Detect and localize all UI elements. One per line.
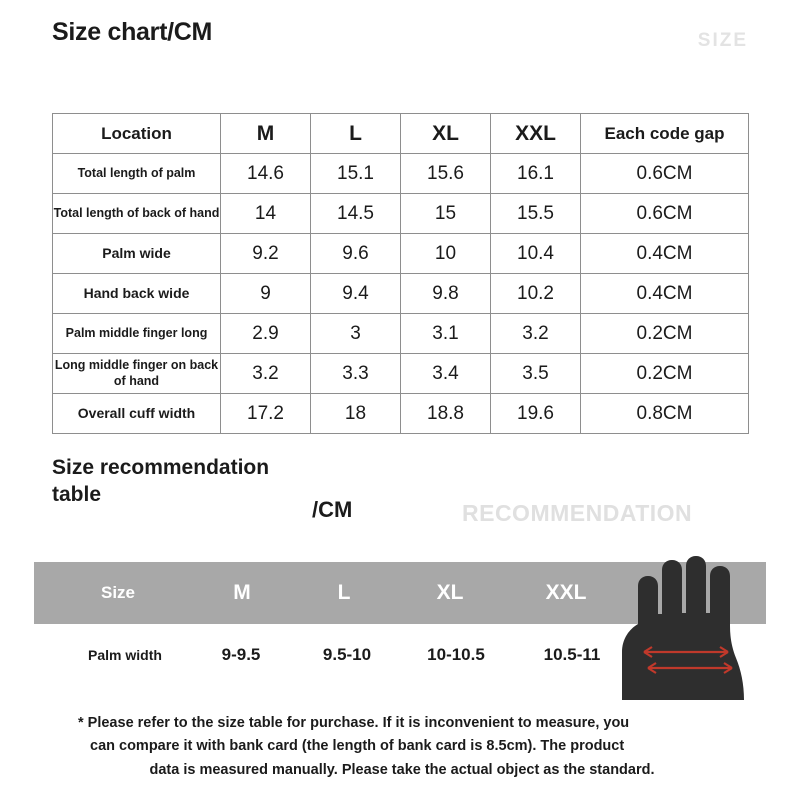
hand-shape bbox=[622, 556, 744, 700]
row-value-xl: 15 bbox=[401, 194, 491, 234]
size-chart-table bbox=[52, 113, 749, 434]
footnote bbox=[60, 712, 744, 782]
row-value-gap: 0.2CM bbox=[581, 314, 749, 354]
band-label-size: Size bbox=[100, 583, 136, 602]
table-row bbox=[53, 274, 749, 314]
row-value-m: 2.9 bbox=[221, 314, 311, 354]
table-row bbox=[53, 314, 749, 354]
row-value-gap: 0.4CM bbox=[581, 234, 749, 274]
header-each-code-gap: Each code gap bbox=[581, 114, 749, 154]
recommendation-unit: /CM bbox=[312, 497, 353, 522]
header-m: M bbox=[221, 114, 311, 154]
hand-measure-icon bbox=[604, 556, 770, 700]
row-value-gap: 0.2CM bbox=[581, 354, 749, 394]
footnote-line-3: data is measured manually. Please take the actual object as the standard. bbox=[149, 761, 655, 778]
header-location: Location bbox=[53, 114, 221, 154]
header-xxl: XXL bbox=[491, 114, 581, 154]
row-value-xxl: 10.4 bbox=[491, 234, 581, 274]
row-value-l: 9.6 bbox=[311, 234, 401, 274]
hand-illustration bbox=[604, 556, 770, 700]
row-value-m: 14 bbox=[221, 194, 311, 234]
row-value-l: 9.4 bbox=[311, 274, 401, 314]
size-watermark: SIZE bbox=[697, 30, 748, 51]
row-value-l: 14.5 bbox=[311, 194, 401, 234]
row-label: Total length of palm bbox=[53, 154, 221, 194]
palm-width-xxl: 10.5-11 bbox=[543, 645, 601, 664]
palm-width-m: 9-9.5 bbox=[221, 645, 261, 664]
row-value-xxl: 3.5 bbox=[491, 354, 581, 394]
header-l: L bbox=[311, 114, 401, 154]
table-row bbox=[53, 394, 749, 434]
row-value-m: 17.2 bbox=[221, 394, 311, 434]
row-value-xl: 3.4 bbox=[401, 354, 491, 394]
table-header-row bbox=[53, 114, 749, 154]
band-label-xxl: XXL bbox=[545, 581, 587, 604]
footnote-line-2: can compare it with bank card (the length of bank card is 8.5cm). The product bbox=[90, 738, 625, 755]
row-label: Long middle finger on back of hand bbox=[53, 354, 221, 394]
row-value-xl: 10 bbox=[401, 234, 491, 274]
table-row bbox=[53, 154, 749, 194]
row-value-gap: 0.6CM bbox=[581, 154, 749, 194]
row-value-xxl: 16.1 bbox=[491, 154, 581, 194]
row-value-m: 3.2 bbox=[221, 354, 311, 394]
palm-width-xl: 10-10.5 bbox=[427, 645, 485, 664]
row-value-l: 3 bbox=[311, 314, 401, 354]
header-xl: XL bbox=[401, 114, 491, 154]
recommendation-title: Size recommendation table bbox=[52, 456, 270, 506]
table-row bbox=[53, 354, 749, 394]
row-value-xxl: 15.5 bbox=[491, 194, 581, 234]
row-label: Overall cuff width bbox=[53, 394, 221, 434]
palm-width-l: 9.5-10 bbox=[322, 645, 372, 664]
row-value-gap: 0.6CM bbox=[581, 194, 749, 234]
band-label-m: M bbox=[233, 581, 251, 604]
row-value-xxl: 10.2 bbox=[491, 274, 581, 314]
row-value-l: 3.3 bbox=[311, 354, 401, 394]
band-label-xl: XL bbox=[436, 581, 464, 604]
row-value-gap: 0.4CM bbox=[581, 274, 749, 314]
row-label: Palm middle finger long bbox=[53, 314, 221, 354]
row-value-xl: 15.6 bbox=[401, 154, 491, 194]
palm-width-label: Palm width bbox=[88, 647, 162, 663]
recommendation-watermark: RECOMMENDATION bbox=[462, 500, 693, 526]
row-value-gap: 0.8CM bbox=[581, 394, 749, 434]
table-row bbox=[53, 194, 749, 234]
row-value-xl: 18.8 bbox=[401, 394, 491, 434]
footnote-line-1: * Please refer to the size table for purchase. If it is inconvenient to measure, you bbox=[78, 715, 630, 731]
table-row bbox=[53, 234, 749, 274]
row-value-xl: 3.1 bbox=[401, 314, 491, 354]
row-value-xxl: 3.2 bbox=[491, 314, 581, 354]
row-label: Hand back wide bbox=[53, 274, 221, 314]
row-value-xxl: 19.6 bbox=[491, 394, 581, 434]
row-value-l: 15.1 bbox=[311, 154, 401, 194]
page-title: Size chart/CM bbox=[52, 18, 213, 46]
row-value-xl: 9.8 bbox=[401, 274, 491, 314]
row-value-m: 14.6 bbox=[221, 154, 311, 194]
row-label: Palm wide bbox=[53, 234, 221, 274]
row-value-m: 9 bbox=[221, 274, 311, 314]
row-value-m: 9.2 bbox=[221, 234, 311, 274]
row-value-l: 18 bbox=[311, 394, 401, 434]
row-label: Total length of back of hand bbox=[53, 194, 221, 234]
band-label-l: L bbox=[337, 581, 351, 604]
